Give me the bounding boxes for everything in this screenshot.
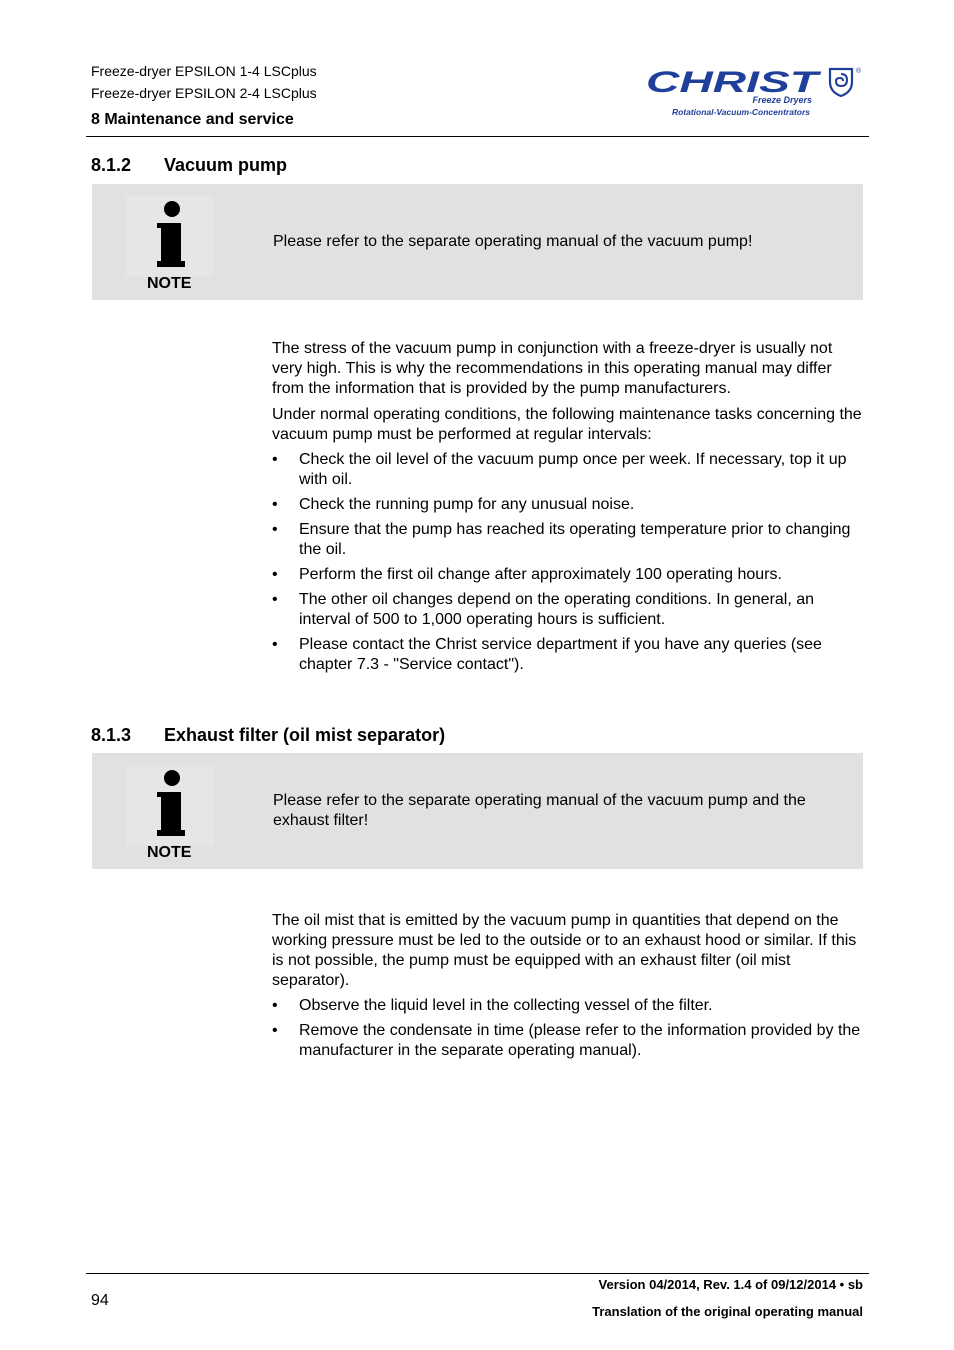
section-number-exhaust-filter: 8.1.3 [91, 725, 132, 745]
paragraph: The stress of the vacuum pump in conjunction with a freeze-dryer is usually not very high. This is why the recommendations in this operating manual may differ from the information that is provided by the pump manufacturers. [272, 340, 833, 397]
logo-brand: CHRIST [646, 66, 823, 99]
note-box-exhaust-filter [92, 753, 863, 869]
paragraph: The oil mist that is emitted by the vacuum pump in quantities that depend on the working pressure must be led to the outside or to an exhaust hood or similar. If this is not possible, the pump must be equipped with an exhaust filter (oil mist separator). [272, 912, 857, 989]
product-line-2: Freeze-dryer EPSILON 2-4 LSCplus [91, 85, 317, 101]
christ-logo [642, 62, 866, 120]
header-rule [86, 136, 869, 137]
section-title-exhaust-filter: Exhaust filter (oil mist separator) [164, 725, 446, 745]
note-label: NOTE [147, 844, 192, 861]
logo-emblem-icon [830, 69, 852, 96]
note-text: Please refer to the separate operating manual of the vacuum pump and the exhaust filter! [273, 792, 806, 829]
logo-tagline-2: Rotational-Vacuum-Concentrators [671, 107, 810, 117]
info-i-icon [126, 196, 214, 276]
logo-tagline-1: Freeze Dryers [752, 95, 812, 105]
list-item: • The other oil changes depend on the operating conditions. In general, an interval of 500 to 1,000 operating hours is sufficient. [272, 590, 866, 630]
list-item: • Observe the liquid level in the collecting vessel of the filter. [272, 996, 866, 1016]
footer-rule [86, 1273, 869, 1274]
info-i-icon [126, 765, 214, 845]
list-item: • Ensure that the pump has reached its operating temperature prior to changing the oil. [272, 520, 866, 560]
section-title-vacuum-pump: Vacuum pump [164, 155, 288, 175]
list-item: • Please contact the Christ service department if you have any queries (see chapter 7.3 - "Service contact"). [272, 635, 866, 675]
note-label: NOTE [147, 275, 192, 292]
maintenance-task-list [272, 450, 866, 680]
list-item: • Check the running pump for any unusual noise. [272, 495, 866, 515]
version-info: Version 04/2014, Rev. 1.4 of 09/12/2014 • sb [598, 1277, 863, 1292]
page-number: 94 [91, 1292, 109, 1309]
note-box-vacuum-pump [92, 184, 863, 300]
product-line-1: Freeze-dryer EPSILON 1-4 LSCplus [91, 63, 317, 79]
list-item: • Perform the first oil change after approximately 100 operating hours. [272, 565, 866, 585]
paragraph: Under normal operating conditions, the following maintenance tasks concerning the vacuum pump must be performed at regular intervals: [272, 406, 862, 443]
logo-registered-mark: ® [856, 68, 862, 75]
list-item: • Check the oil level of the vacuum pump once per week. If necessary, top it up with oil. [272, 450, 866, 490]
list-item: • Remove the condensate in time (please refer to the information provided by the manufacturer in the separate operating manual). [272, 1021, 866, 1061]
section-number-vacuum-pump: 8.1.2 [91, 155, 132, 175]
chapter-title: 8 Maintenance and service [91, 111, 294, 128]
exhaust-filter-task-list [272, 996, 866, 1066]
translation-note: Translation of the original operating manual [592, 1304, 863, 1319]
note-text: Please refer to the separate operating manual of the vacuum pump! [273, 233, 753, 250]
